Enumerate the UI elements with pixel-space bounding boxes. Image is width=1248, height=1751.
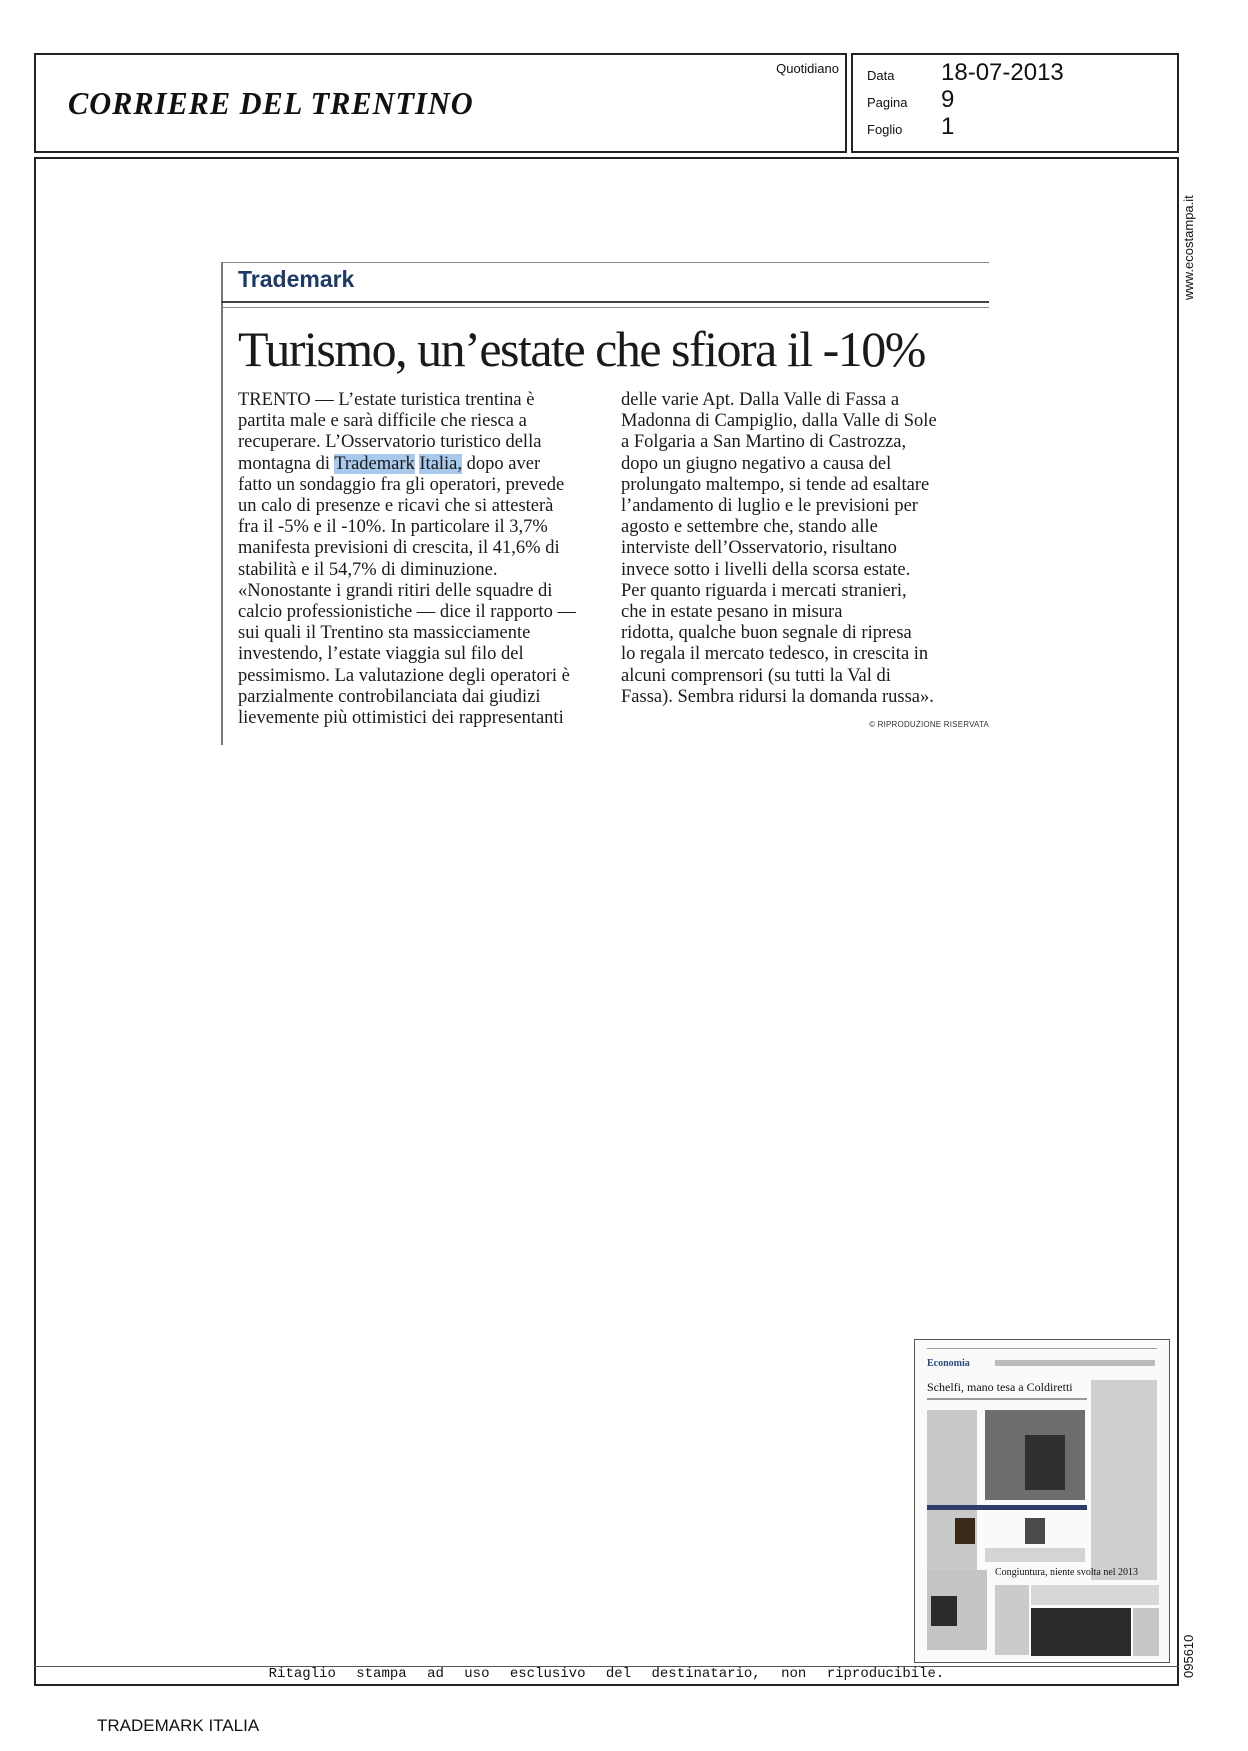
text-line: fatto un sondaggio fra gli operatori, prevede (238, 474, 565, 495)
text-line: l’andamento di luglio e le previsioni per (621, 496, 918, 517)
header-box (34, 53, 847, 153)
text-line: dopo un giugno negativo a causa del (621, 453, 892, 474)
thumb-headline-main: Schelfi, mano tesa a Coldiretti (927, 1380, 1073, 1394)
text-line: delle varie Apt. Dalla Valle di Fassa a (621, 390, 900, 410)
text-line: che in estate pesano in misura (621, 602, 843, 623)
text-line: parzialmente controbilanciata dai giudizi (238, 686, 541, 707)
text-line: Fassa). Sembra ridursi la domanda russa». (621, 686, 934, 707)
date-row (867, 59, 1064, 87)
thumb-column (927, 1410, 977, 1580)
thumb-column (995, 1585, 1029, 1655)
highlight-italia: Italia, (419, 453, 463, 474)
text-line: invece sotto i livelli della scorsa estate. (621, 559, 911, 580)
text-line: un calo di presenze e ricavi che si attesterà (238, 496, 554, 517)
article (221, 262, 989, 745)
thumb-photo-figure (1025, 1435, 1065, 1490)
text-line: interviste dell’Osservatorio, risultano (621, 538, 897, 559)
thumb-section-title: Economia (927, 1358, 970, 1369)
thumb-column (1091, 1380, 1157, 1580)
footer-note: Ritaglio stampa ad uso esclusivo del destinatario, non riproducibile. (268, 1666, 945, 1682)
text-line: a Folgaria a San Martino di Castrozza, (621, 432, 907, 453)
thumb-textblock (985, 1548, 1085, 1562)
client-name: TRADEMARK ITALIA (97, 1716, 260, 1735)
text-line: pessimismo. La valutazione degli operatori è (238, 665, 570, 686)
article-column-left (238, 390, 608, 729)
article-left-rule (221, 262, 223, 745)
text-line: Per quanto riguarda i mercati stranieri, (621, 580, 907, 601)
text-line: fra il -5% e il -10%. In particolare il 3,7% (238, 517, 548, 538)
page-value: 9 (941, 86, 955, 113)
thumb-textblock (995, 1360, 1155, 1366)
thumb-column (1133, 1608, 1159, 1656)
sheet-value: 1 (941, 113, 955, 140)
text-line-highlighted (238, 454, 608, 475)
article-headline: Turismo, un’estate che sfiora il -10% (238, 321, 925, 377)
highlight-trademark: Trademark (334, 453, 415, 474)
thumb-textblock (1031, 1585, 1159, 1605)
meta-box (851, 53, 1179, 153)
text-line: ridotta, qualche buon segnale di ripresa (621, 623, 912, 644)
thumb-portrait (931, 1596, 957, 1626)
text-line: recuperare. L’Osservatorio turistico della (238, 432, 542, 453)
article-kicker: Trademark (238, 266, 355, 292)
text-line: lo regala il mercato tedesco, in crescita in (621, 644, 929, 665)
text-line: investendo, l’estate viaggia sul filo del (238, 644, 524, 665)
sheet-label: Foglio (867, 122, 903, 137)
thumb-textline (927, 1398, 1087, 1400)
text-line: calcio professionistiche — dice il rapporto — (238, 602, 577, 623)
text-line: agosto e settembre che, stando alle (621, 517, 878, 538)
kicker-rule-thin (221, 307, 989, 308)
sheet-row (867, 113, 954, 141)
thumb-rule (927, 1348, 1157, 1349)
text-line: lievemente più ottimistici dei rappresentanti (238, 708, 564, 729)
article-column-right (621, 390, 991, 708)
text-line: stabilità e il 54,7% di diminuzione. (238, 559, 498, 580)
page-thumbnail (914, 1339, 1170, 1663)
ecostampa-url: www.ecostampa.it (1181, 195, 1196, 300)
text-line: sui quali il Trentino sta massicciamente (238, 623, 531, 644)
text-line: manifesta previsioni di crescita, il 41,6% di (238, 538, 560, 559)
copyright-notice: © RIPRODUZIONE RISERVATA (869, 720, 989, 729)
article-top-rule (221, 262, 989, 263)
periodicity-label: Quotidiano (776, 61, 839, 76)
text-line: «Nonostante i grandi ritiri delle squadre di (238, 580, 553, 601)
date-label: Data (867, 68, 895, 83)
text-line: alcuni comprensori (su tutti la Val di (621, 665, 891, 686)
text-fragment: montagna di (238, 453, 330, 474)
thumb-bar (927, 1505, 1087, 1510)
thumb-portrait (955, 1518, 975, 1544)
date-value: 18-07-2013 (941, 59, 1064, 86)
page-label: Pagina (867, 95, 908, 110)
text-line: prolungato maltempo, si tende ad esaltare (621, 474, 930, 495)
kicker-rule (221, 301, 989, 303)
masthead-logo: CORRIERE DEL TRENTINO (68, 85, 474, 121)
text-line: partita male e sarà difficile che riesca a (238, 411, 527, 432)
thumb-portrait (1025, 1518, 1045, 1544)
thumb-dark-box (1031, 1608, 1131, 1656)
page-row (867, 86, 954, 114)
text-line: TRENTO — L’estate turistica trentina è (238, 390, 535, 410)
text-line: Madonna di Campiglio, dalla Valle di Sole (621, 411, 937, 432)
clipping-code: 095610 (1181, 1634, 1196, 1678)
text-fragment: dopo aver (466, 453, 541, 474)
thumb-headline-secondary: Congiuntura, niente svolta nel 2013 (995, 1567, 1139, 1578)
